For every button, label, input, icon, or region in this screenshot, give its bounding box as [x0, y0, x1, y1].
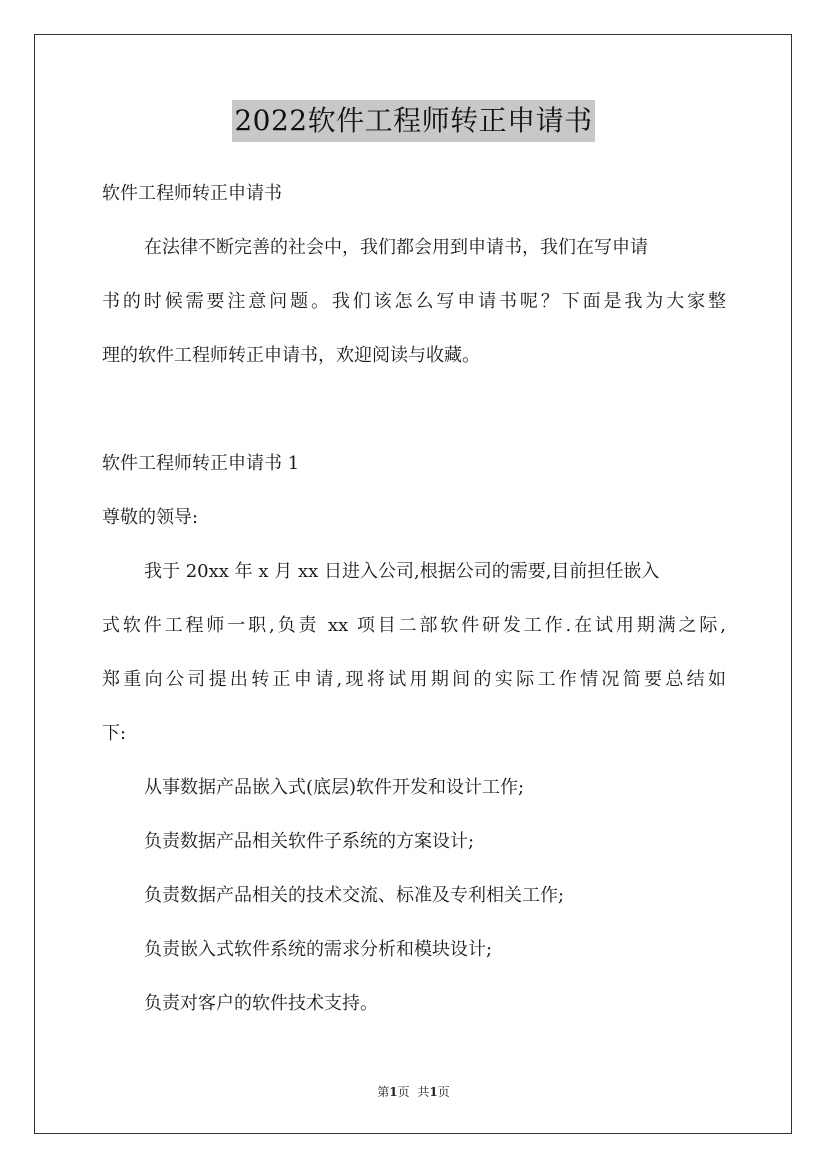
body-line-1: 我于 20xx 年 x 月 xx 日进入公司,根据公司的需要,目前担任嵌入	[144, 561, 660, 582]
intro-line-1: 在法律不断完善的社会中，我们都会用到申请书，我们在写申请	[144, 237, 648, 258]
duty-item-1: 从事数据产品嵌入式(底层)软件开发和设计工作;	[144, 777, 525, 798]
duty-item-3: 负责数据产品相关的技术交流、标准及专利相关工作;	[144, 885, 565, 906]
duty-item-5: 负责对客户的软件技术支持。	[144, 993, 378, 1014]
page-prefix: 第	[377, 1085, 390, 1099]
page-footer	[0, 1084, 827, 1100]
duty-item-2: 负责数据产品相关软件子系统的方案设计;	[144, 831, 475, 852]
duty-item-4: 负责嵌入式软件系统的需求分析和模块设计;	[144, 939, 493, 960]
body-line-4: 下:	[102, 723, 127, 744]
total-label: 页	[437, 1085, 450, 1099]
page-label: 页	[397, 1085, 410, 1099]
total-pages: 1	[429, 1085, 438, 1099]
salutation: 尊敬的领导:	[102, 507, 199, 528]
title-container	[0, 100, 827, 142]
intro-line-2: 书的时候需要注意问题。我们该怎么写申请书呢？下面是我为大家整	[102, 291, 726, 312]
document-title: 2022软件工程师转正申请书	[232, 100, 594, 142]
document-subtitle: 软件工程师转正申请书	[102, 183, 282, 204]
body-line-3: 郑重向公司提出转正申请,现将试用期间的实际工作情况简要总结如	[102, 669, 726, 690]
section-heading: 软件工程师转正申请书 1	[102, 453, 300, 474]
body-line-2: 式软件工程师一职,负责 xx 项目二部软件研发工作.在试用期满之际,	[102, 615, 726, 636]
total-prefix: 共	[417, 1085, 430, 1099]
intro-line-3: 理的软件工程师转正申请书，欢迎阅读与收藏。	[102, 345, 480, 366]
page-number: 1	[389, 1085, 398, 1099]
